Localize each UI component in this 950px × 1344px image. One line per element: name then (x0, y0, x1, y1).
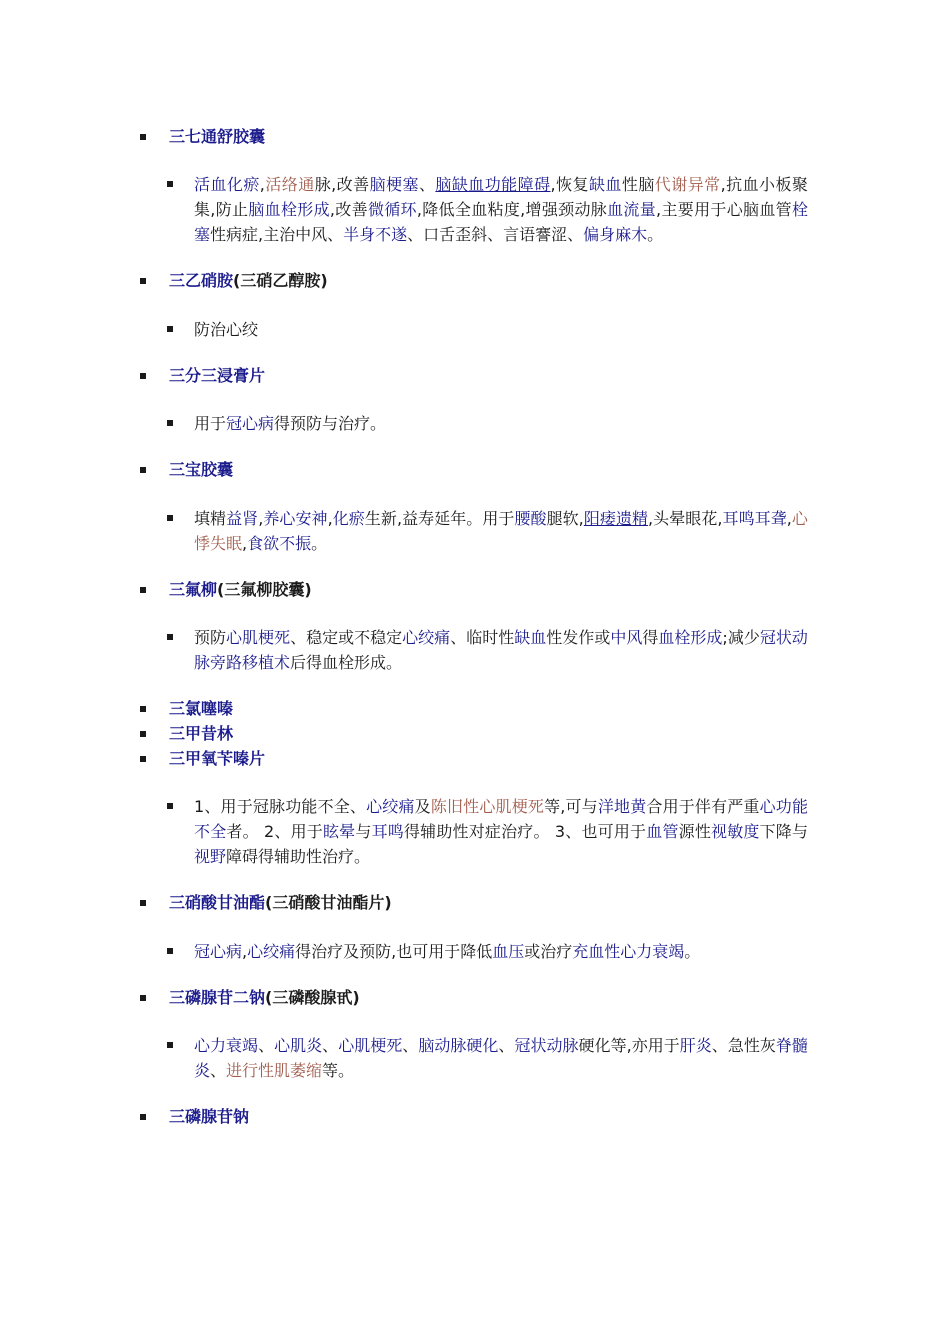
text-run: 、 (322, 1036, 339, 1055)
bullet-square-icon (167, 634, 173, 640)
term-link[interactable]: 脑缺血功能障碍 (435, 175, 551, 194)
term-link[interactable]: 脑动脉硬化 (418, 1036, 499, 1055)
text-run: ,恢复 (550, 175, 589, 194)
term-link[interactable]: 化瘀 (332, 509, 365, 528)
term-link[interactable]: 陈旧性心肌梗死 (430, 797, 545, 816)
drug-name[interactable]: 三乙硝胺 (169, 271, 234, 290)
term-link[interactable]: 耳鸣 (371, 822, 404, 841)
text-run: , (242, 534, 248, 553)
bullet-square-icon (167, 1042, 173, 1048)
drug-alias: (三硝酸甘油酯片) (265, 893, 392, 912)
text-run: , (786, 509, 792, 528)
drug-name[interactable]: 三七通舒胶囊 (169, 127, 266, 146)
text-run: ;减少 (722, 628, 760, 647)
text-run: 防治心绞 (194, 320, 259, 339)
bullet-square-icon (140, 467, 146, 473)
drug-description (194, 506, 808, 556)
term-link[interactable]: 脊髓炎 (194, 1036, 808, 1080)
term-link[interactable]: 偏身麻木 (583, 225, 648, 244)
bullet-square-icon (140, 278, 146, 284)
bullet-square-icon (140, 731, 146, 737)
bullet-square-icon (140, 756, 146, 762)
bullet-square-icon (167, 181, 173, 187)
text-run: 与 (355, 822, 372, 841)
term-link[interactable]: 心绞痛 (366, 797, 415, 816)
drug-alias: (三磷酸腺甙) (265, 988, 360, 1007)
drug-description (194, 411, 808, 436)
term-link[interactable]: 心绞痛 (402, 628, 451, 647)
text-run: 或治疗 (524, 942, 573, 961)
term-link[interactable]: 肝炎 (679, 1036, 712, 1055)
term-link[interactable]: 血栓形成 (658, 628, 723, 647)
term-link[interactable]: 心悸失眠 (194, 509, 808, 553)
text-run: 、稳定或不稳定 (290, 628, 403, 647)
drug-heading (169, 579, 312, 601)
bullet-square-icon (140, 587, 146, 593)
text-run: , (258, 509, 264, 528)
term-link[interactable]: 养心安神 (263, 509, 328, 528)
text-run: 后得血栓形成。 (290, 653, 403, 672)
term-link[interactable]: 微循环 (367, 200, 417, 219)
term-link[interactable]: 心力衰竭 (194, 1036, 259, 1055)
text-run: 生新,益寿延年。用于 (364, 509, 515, 528)
term-link[interactable]: 缺血 (514, 628, 547, 647)
text-run: , (242, 942, 248, 961)
term-link[interactable]: 冠状动脉 (514, 1036, 579, 1055)
term-link[interactable]: 血压 (492, 942, 525, 961)
text-run: , (327, 509, 333, 528)
term-link[interactable]: 半身不遂 (343, 225, 408, 244)
text-run: 1、用于冠脉功能不全、 (194, 797, 367, 816)
drug-heading (169, 748, 265, 770)
text-run: 性脑 (621, 175, 655, 194)
text-run: 预防 (194, 628, 227, 647)
drug-heading (169, 1106, 249, 1128)
drug-description (194, 939, 808, 964)
text-run: 、 (402, 1036, 419, 1055)
text-run: 得 (642, 628, 659, 647)
text-run: 下降与 (759, 822, 808, 841)
drug-alias: (三氟柳胶囊) (217, 580, 312, 599)
drug-heading (169, 698, 233, 720)
text-run: 脉,改善 (314, 175, 370, 194)
term-link[interactable]: 充血性心力衰竭 (572, 942, 685, 961)
drug-alias: (三硝乙醇胺) (233, 271, 328, 290)
text-run: 填精 (194, 509, 227, 528)
term-link[interactable]: 栓塞 (194, 200, 808, 244)
text-run: ,改善 (329, 200, 368, 219)
drug-heading (169, 459, 233, 481)
term-link[interactable]: 心绞痛 (247, 942, 296, 961)
drug-name[interactable]: 三甲氧苄嗪片 (169, 749, 266, 768)
drug-description (194, 625, 808, 675)
term-link[interactable]: 益肾 (226, 509, 259, 528)
text-run: 、急性灰 (711, 1036, 776, 1055)
drug-description (194, 794, 808, 869)
term-link[interactable]: 冠状动脉旁路移植术 (194, 628, 808, 672)
bullet-square-icon (140, 134, 146, 140)
text-run: 合用于伴有严重 (646, 797, 760, 816)
bullet-square-icon (140, 1114, 146, 1120)
text-run: 。 (311, 534, 328, 553)
text-run: 腿软, (546, 509, 584, 528)
text-run: 。 (647, 225, 664, 244)
drug-heading (169, 987, 360, 1009)
term-link[interactable]: 心肌梗死 (338, 1036, 403, 1055)
term-link[interactable]: 进行性肌萎缩 (226, 1061, 323, 1080)
text-run: 者。 2、用于 (226, 822, 323, 841)
term-link[interactable]: 血管 (646, 822, 679, 841)
bullet-square-icon (167, 420, 173, 426)
drug-heading (169, 270, 328, 292)
term-link[interactable]: 心功能不全 (194, 797, 808, 841)
bullet-square-icon (167, 948, 173, 954)
text-run: 、 (418, 175, 436, 194)
drug-heading (169, 126, 265, 148)
term-link[interactable]: 视敏度 (711, 822, 760, 841)
bullet-square-icon (167, 326, 173, 332)
drug-description (194, 172, 808, 247)
term-link[interactable]: 耳鸣耳聋 (722, 509, 787, 528)
bullet-square-icon (140, 995, 146, 1001)
term-link[interactable]: 代谢异常 (654, 175, 721, 194)
text-run: 等。 (322, 1061, 355, 1080)
text-run: 障碍得辅助性治疗。 (226, 847, 371, 866)
drug-name[interactable]: 三磷腺苷钠 (169, 1107, 250, 1126)
term-link[interactable]: 中风 (610, 628, 643, 647)
text-run: 。 (684, 942, 701, 961)
text-run: ,头晕眼花, (648, 509, 723, 528)
text-run: 源性 (678, 822, 712, 841)
text-run: 性病症,主治中风、 (210, 225, 344, 244)
text-run: ,抗血小板聚集,防止 (194, 175, 808, 219)
text-run: 得预防与治疗。 (274, 414, 387, 433)
term-link[interactable]: 缺血 (588, 175, 622, 194)
drug-name[interactable]: 三宝胶囊 (169, 460, 234, 479)
text-run: 、 (498, 1036, 515, 1055)
bullet-square-icon (140, 900, 146, 906)
drug-name[interactable]: 三磷腺苷二钠 (169, 988, 266, 1007)
term-link[interactable]: 眩晕 (322, 822, 356, 841)
term-link[interactable]: 脑血栓形成 (248, 200, 330, 219)
bullet-square-icon (167, 803, 173, 809)
term-link[interactable]: 洋地黄 (597, 797, 647, 816)
term-link[interactable]: 脑梗塞 (369, 175, 419, 194)
text-run: 得治疗及预防,也可用于降低 (295, 942, 493, 961)
term-link[interactable]: 冠心病 (194, 942, 243, 961)
drug-heading (169, 723, 233, 745)
text-run: 、 (258, 1036, 275, 1055)
bullet-square-icon (167, 515, 173, 521)
term-link[interactable]: 阳痿遗精 (583, 509, 649, 528)
text-run: 硬化等,亦用于 (578, 1036, 680, 1055)
term-link[interactable]: 食欲不振 (247, 534, 312, 553)
text-run: 及 (414, 797, 431, 816)
text-run: 、口舌歪斜、言语謇涩、 (407, 225, 584, 244)
drug-heading (169, 892, 392, 914)
drug-name[interactable]: 三甲昔林 (169, 724, 234, 743)
term-link[interactable]: 心肌炎 (274, 1036, 323, 1055)
bullet-square-icon (140, 706, 146, 712)
text-run: 等,可与 (544, 797, 598, 816)
drug-description (194, 317, 808, 342)
drug-name[interactable]: 三硝酸甘油酯 (169, 893, 266, 912)
bullet-square-icon (140, 373, 146, 379)
drug-description (194, 1033, 808, 1083)
text-run: 、 (210, 1061, 227, 1080)
text-run: ,主要用于心脑血管 (656, 200, 792, 219)
text-run: 、临时性 (450, 628, 515, 647)
drug-name[interactable]: 三氟柳 (169, 580, 218, 599)
term-link[interactable]: 腰酸 (514, 509, 547, 528)
term-link[interactable]: 心肌梗死 (226, 628, 291, 647)
text-run: ,降低全血粘度,增强颈动脉 (416, 200, 608, 219)
text-run: , (259, 175, 265, 194)
term-link[interactable]: 视野 (194, 847, 227, 866)
text-run: 性发作或 (546, 628, 611, 647)
term-link[interactable]: 血流量 (607, 200, 657, 219)
drug-name[interactable]: 三氯噻嗪 (169, 699, 234, 718)
text-run: 用于 (194, 414, 227, 433)
term-link[interactable]: 活血化瘀 (194, 175, 260, 194)
term-link[interactable]: 活络通 (264, 175, 315, 194)
text-run: 得辅助性对症治疗。 3、也可用于 (403, 822, 647, 841)
drug-name[interactable]: 三分三浸膏片 (169, 366, 266, 385)
drug-heading (169, 365, 265, 387)
term-link[interactable]: 冠心病 (226, 414, 275, 433)
